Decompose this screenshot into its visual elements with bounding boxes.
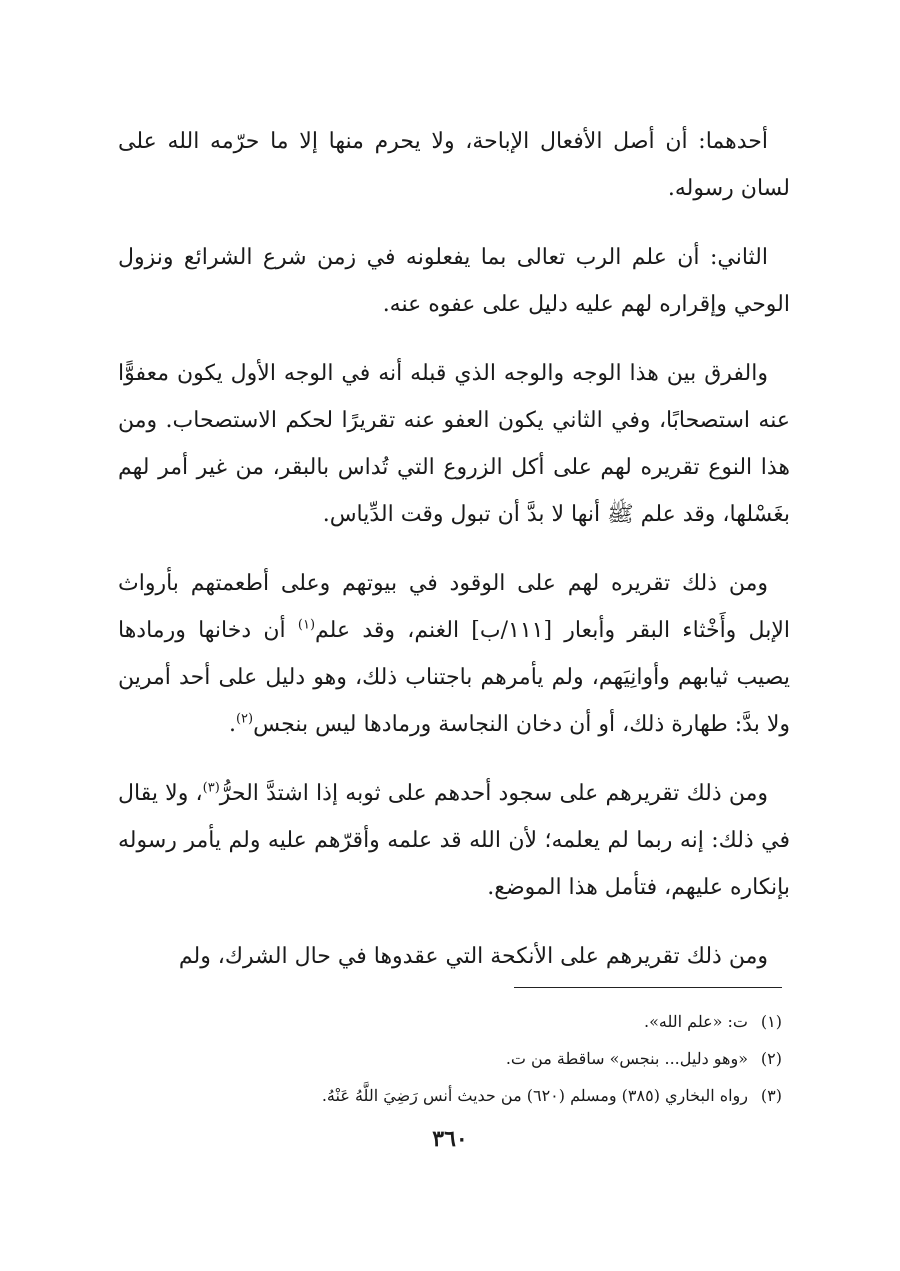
footnote-1 xyxy=(110,1003,782,1040)
footnote-3 xyxy=(110,1077,782,1114)
footnote-number: (٣) xyxy=(760,1086,782,1105)
paragraph-3: والفرق بين هذا الوجه والوجه الذي قبله أنه في الوجه الأول يكون معفوًّا عنه استصحابًا، وفي الثاني يكون العفو عنه تقريرًا لحكم الاستصحاب. ومن هذا النوع تقريره لهم على أكل الزروع التي تُداس بالبقر، من غير أمر لهم بغَسْلها، وقد علم ﷺ أنها لا بدَّ أن تبول وقت الدِّياس. xyxy=(118,361,790,527)
footnote-divider xyxy=(514,987,782,988)
footnotes-list xyxy=(110,1003,782,1114)
footnote-text: ت: «علم الله». xyxy=(644,1012,748,1031)
footnote-ref-1: (١) xyxy=(297,617,316,633)
footnote-ref-2: (٢) xyxy=(235,711,254,727)
paragraph-4-part-b: أن دخانها ورمادها يصيب ثيابهم وأوانِيَهم، ولم يأمرهم باجتناب ذلك، وهو دليل على أحد أمرين ولا بدَّ: طهارة ذلك، أو أن دخان النجاسة ورمادها ليس بنجس xyxy=(118,618,790,737)
paragraph-1: أحدهما: أن أصل الأفعال الإباحة، ولا يحرم منها إلا ما حرّمه الله على لسان رسوله. xyxy=(118,129,790,201)
paragraph-5 xyxy=(118,770,790,911)
footnote-text: «وهو دليل... بنجس» ساقطة من ت. xyxy=(505,1049,748,1068)
paragraph-5-part-a: ومن ذلك تقريرهم على سجود أحدهم على ثوبه إذا اشتدَّ الحرُّ xyxy=(219,781,768,806)
footnote-number: (٢) xyxy=(760,1049,782,1068)
page-body xyxy=(118,118,790,1002)
footnote-number: (١) xyxy=(760,1012,782,1031)
footnote-text: رواه البخاري (٣٨٥) ومسلم (٦٢٠) من حديث أنس رَضِيَ اللَّهُ عَنْهُ. xyxy=(321,1086,748,1105)
paragraph-4 xyxy=(118,560,790,748)
footnote-ref-3: (٣) xyxy=(202,780,220,796)
footnote-2 xyxy=(110,1040,782,1077)
paragraph-5-part-b: ، ولا يقال في ذلك: إنه ربما لم يعلمه؛ لأن الله قد علمه وأقرّهم عليه ولم يأمر رسوله بإنكاره عليهم، فتأمل هذا الموضع. xyxy=(118,781,790,900)
paragraph-6: ومن ذلك تقريرهم على الأنكحة التي عقدوها في حال الشرك، ولم xyxy=(178,944,768,969)
paragraph-4-part-c: . xyxy=(228,712,236,737)
paragraph-4-part-a: ومن ذلك تقريره لهم على الوقود في بيوتهم وعلى أطعمتهم بأرواث الإبل وأَخْثاء البقر وأبعار [١١١/ب] الغنم، وقد علم xyxy=(118,571,790,643)
paragraph-2: الثاني: أن علم الرب تعالى بما يفعلونه في زمن شرع الشرائع ونزول الوحي وإقراره لهم عليه دليل على عفوه عنه. xyxy=(118,245,790,317)
page-number: ٣٦٠ xyxy=(432,1126,468,1152)
